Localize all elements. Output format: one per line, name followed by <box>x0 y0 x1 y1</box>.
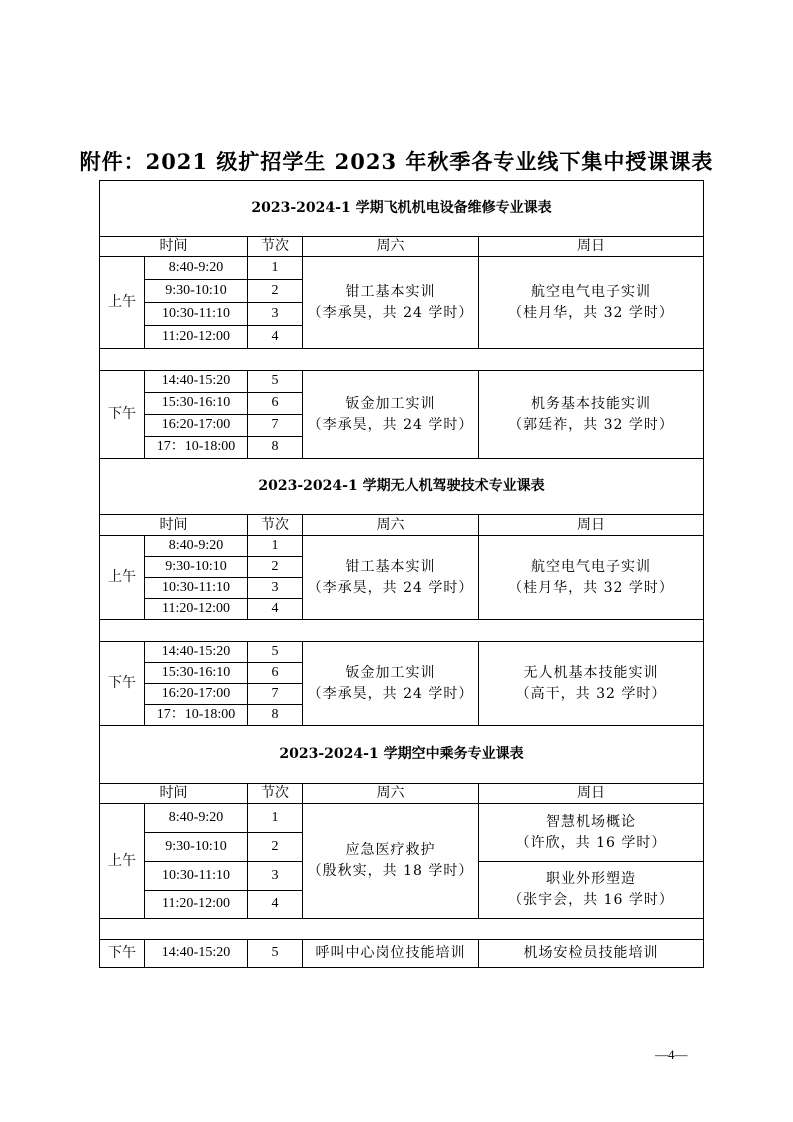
header-sunday: 周日 <box>479 784 704 804</box>
header-saturday: 周六 <box>303 237 479 257</box>
time-slot: 8:40-9:20 <box>145 536 248 557</box>
time-slot: 16:20-17:00 <box>145 415 248 437</box>
course-cell <box>479 804 704 862</box>
period-afternoon: 下午 <box>100 940 145 968</box>
section-number: 6 <box>248 393 303 415</box>
section-number: 6 <box>248 663 303 684</box>
course-cell <box>479 536 704 620</box>
course-cell <box>479 642 704 726</box>
course-teacher: （桂月华，共 32 学时） <box>508 579 674 596</box>
course-name: 钳工基本实训 <box>345 283 436 300</box>
table-row <box>100 371 704 393</box>
time-slot: 14:40-15:20 <box>145 642 248 663</box>
time-slot: 16:20-17:00 <box>145 684 248 705</box>
table-row <box>100 536 704 557</box>
period-morning: 上午 <box>100 257 145 349</box>
course-teacher: （李承昊，共 24 学时） <box>307 579 474 596</box>
header-time: 时间 <box>100 784 248 804</box>
header-row <box>100 515 704 536</box>
document-title: 附件：2021 级扩招学生 2023 年秋季各专业线下集中授课课表 <box>79 149 714 174</box>
section-number: 5 <box>248 371 303 393</box>
time-slot: 9:30-10:10 <box>145 833 248 862</box>
course-teacher: （许欣，共 16 学时） <box>515 834 667 851</box>
header-saturday: 周六 <box>303 784 479 804</box>
course-cell <box>303 804 479 919</box>
time-slot: 17：10-18:00 <box>145 437 248 459</box>
section-number: 8 <box>248 437 303 459</box>
time-slot: 14:40-15:20 <box>145 940 248 968</box>
time-slot: 8:40-9:20 <box>145 257 248 280</box>
section-number: 8 <box>248 705 303 726</box>
time-slot: 11:20-12:00 <box>145 326 248 349</box>
course-cell <box>303 257 479 349</box>
spacer-row <box>100 919 704 940</box>
period-afternoon: 下午 <box>100 371 145 459</box>
time-slot: 15:30-16:10 <box>145 663 248 684</box>
course-cell <box>303 536 479 620</box>
section-number: 2 <box>248 280 303 303</box>
period-morning: 上午 <box>100 804 145 919</box>
course-teacher: （高干，共 32 学时） <box>515 685 667 702</box>
course-teacher: （郭廷祚，共 32 学时） <box>508 416 674 433</box>
section-number: 7 <box>248 684 303 705</box>
course-name: 航空电气电子实训 <box>531 558 651 575</box>
course-name: 机务基本技能实训 <box>531 395 651 412</box>
header-section: 节次 <box>248 784 303 804</box>
course-cell <box>479 257 704 349</box>
course-cell <box>303 371 479 459</box>
course-cell <box>479 371 704 459</box>
course-name: 钣金加工实训 <box>345 664 436 681</box>
spacer-row <box>100 349 704 371</box>
course-cell <box>303 940 479 968</box>
table-row <box>100 804 704 833</box>
course-name: 呼叫中心岗位技能培训 <box>315 945 466 962</box>
course-teacher: （李承昊，共 24 学时） <box>307 685 474 702</box>
course-name: 钣金加工实训 <box>345 395 436 412</box>
time-slot: 10:30-11:10 <box>145 303 248 326</box>
section-number: 3 <box>248 862 303 891</box>
section-title: 2023-2024-1 学期飞机机电设备维修专业课表 <box>100 181 704 237</box>
section-number: 3 <box>248 578 303 599</box>
header-section: 节次 <box>248 515 303 536</box>
header-row <box>100 784 704 804</box>
section-title: 2023-2024-1 学期无人机驾驶技术专业课表 <box>100 459 704 515</box>
spacer-row <box>100 620 704 642</box>
section-number: 5 <box>248 940 303 968</box>
section-number: 1 <box>248 804 303 833</box>
section-number: 2 <box>248 557 303 578</box>
course-cell <box>479 862 704 919</box>
time-slot: 14:40-15:20 <box>145 371 248 393</box>
section-number: 3 <box>248 303 303 326</box>
course-teacher: （李承昊，共 24 学时） <box>307 304 474 321</box>
section-title: 2023-2024-1 学期空中乘务专业课表 <box>100 726 704 784</box>
time-slot: 15:30-16:10 <box>145 393 248 415</box>
time-slot: 11:20-12:00 <box>145 891 248 919</box>
course-name: 钳工基本实训 <box>345 558 436 575</box>
header-sunday: 周日 <box>479 237 704 257</box>
section-number: 7 <box>248 415 303 437</box>
time-slot: 10:30-11:10 <box>145 578 248 599</box>
header-saturday: 周六 <box>303 515 479 536</box>
section-number: 4 <box>248 891 303 919</box>
course-name: 智慧机场概论 <box>546 813 636 830</box>
course-cell <box>479 940 704 968</box>
course-name: 机场安检员技能培训 <box>523 945 659 962</box>
table-row <box>100 642 704 663</box>
period-afternoon: 下午 <box>100 642 145 726</box>
header-row <box>100 237 704 257</box>
section-number: 1 <box>248 536 303 557</box>
course-teacher: （桂月华，共 32 学时） <box>508 304 674 321</box>
section-number: 4 <box>248 599 303 620</box>
header-section: 节次 <box>248 237 303 257</box>
header-time: 时间 <box>100 237 248 257</box>
time-slot: 9:30-10:10 <box>145 557 248 578</box>
time-slot: 9:30-10:10 <box>145 280 248 303</box>
course-name: 应急医疗救护 <box>345 842 436 859</box>
section-number: 4 <box>248 326 303 349</box>
course-teacher: （李承昊，共 24 学时） <box>307 416 474 433</box>
time-slot: 8:40-9:20 <box>145 804 248 833</box>
section-number: 1 <box>248 257 303 280</box>
course-name: 航空电气电子实训 <box>531 283 651 300</box>
header-time: 时间 <box>100 515 248 536</box>
course-name: 无人机基本技能实训 <box>523 664 659 681</box>
table-row <box>100 257 704 280</box>
time-slot: 10:30-11:10 <box>145 862 248 891</box>
schedule-table <box>99 180 704 968</box>
time-slot: 11:20-12:00 <box>145 599 248 620</box>
page-number: —4— <box>655 1047 688 1062</box>
section-number: 5 <box>248 642 303 663</box>
course-cell <box>303 642 479 726</box>
period-morning: 上午 <box>100 536 145 620</box>
time-slot: 17：10-18:00 <box>145 705 248 726</box>
header-sunday: 周日 <box>479 515 704 536</box>
section-number: 2 <box>248 833 303 862</box>
table-row <box>100 940 704 968</box>
course-teacher: （殷秋实，共 18 学时） <box>307 863 474 879</box>
course-name: 职业外形塑造 <box>546 871 636 888</box>
course-teacher: （张宇会，共 16 学时） <box>508 892 674 908</box>
